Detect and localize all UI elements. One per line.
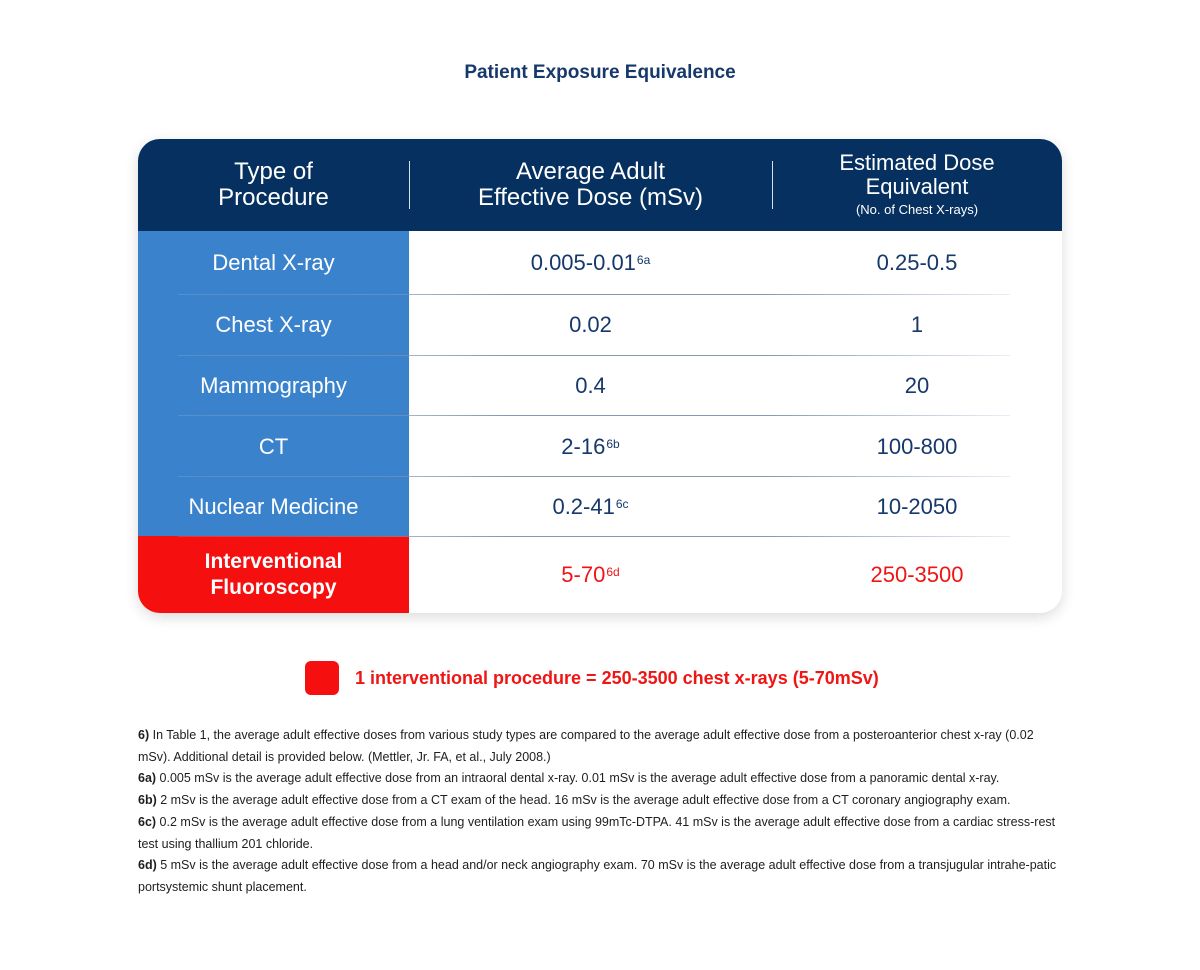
footnote-label: 6b) (138, 793, 157, 808)
dose-value: 0.005-0.01 (530, 249, 636, 275)
footnote (138, 812, 1068, 855)
procedure-line: Fluoroscopy (210, 575, 337, 599)
dose-cell (409, 356, 772, 416)
header-line: Type of (234, 158, 313, 185)
footnote-label: 6) (138, 728, 150, 742)
footnote-text: 5 mSv is the average adult effective dose from a head and/or neck angiography exam. 70 mSv is the average adult effective dose from a transjugular intrahe-patic portsystemic shunt placement. (138, 858, 1057, 894)
table-row-highlight (138, 536, 1062, 613)
equivalent-cell: 0.25-0.5 (876, 249, 958, 275)
footnote-text: 0.005 mSv is the average adult effective dose from an intraoral dental x-ray. 0.01 mSv is the average adult effective dose from a panoramic dental x-ray. (156, 771, 1000, 786)
equivalent-cell: 20 (904, 373, 930, 398)
footnote-text: 2 mSv is the average adult effective dose from a CT exam of the head. 16 mSv is the average adult effective dose from a CT coronary angiography exam. (156, 793, 1011, 808)
equivalent-cell: 10-2050 (876, 493, 958, 519)
footnote-text: 0.2 mSv is the average adult effective dose from a lung ventilation exam using 99mTc-DTPA. 41 mSv is the average adult effective dose from a cardiac stress-rest test using thallium 201 chloride. (138, 814, 1056, 851)
header-line: Equivalent (865, 174, 969, 199)
header-subtitle: (No. of Chest X-rays) (855, 202, 979, 217)
footnote (138, 768, 1068, 790)
footnote (138, 790, 1068, 812)
dose-value: 0.2-41 (552, 493, 615, 519)
footnote-label: 6a) (138, 771, 157, 786)
procedure-cell: Dental X-ray (212, 249, 335, 275)
table-row (138, 477, 1062, 536)
footnote-label: 6d) (138, 858, 157, 873)
table-row (138, 295, 1062, 355)
equivalent-cell: 1 (910, 312, 924, 337)
equivalent-cell: 100-800 (876, 433, 958, 459)
procedure-cell: Mammography (200, 373, 347, 398)
header-line: Procedure (218, 184, 329, 211)
header-average-dose (409, 139, 772, 231)
procedure-cell: CT (258, 433, 289, 459)
legend-text: 1 interventional procedure = 250-3500 chest x-rays (5-70mSv) (355, 667, 879, 688)
footnote-label: 6c) (138, 814, 157, 829)
dose-cell (409, 536, 772, 613)
legend-swatch (305, 661, 339, 695)
dose-value: 0.02 (569, 312, 612, 337)
dose-cell (409, 295, 772, 355)
footnote-ref: 6a (636, 252, 651, 267)
table-row (138, 416, 1062, 477)
table-row (138, 231, 1062, 294)
header-line: Average Adult (515, 158, 665, 185)
header-line: Effective Dose (mSv) (478, 184, 703, 211)
header-line: Estimated Dose (839, 150, 995, 175)
legend (305, 661, 879, 695)
procedure-line: Interventional (204, 549, 343, 573)
procedure-cell: Chest X-ray (215, 312, 332, 337)
dose-cell (409, 477, 772, 536)
footnote-ref: 6d (606, 564, 620, 579)
dose-value: 2-16 (561, 433, 606, 459)
header-type-of-procedure (138, 139, 409, 231)
footnotes (138, 725, 1068, 899)
table-row (138, 356, 1062, 416)
footnote-ref: 6b (606, 436, 620, 451)
dose-cell (409, 416, 772, 477)
dose-value: 5-70 (561, 561, 606, 587)
footnote-ref: 6c (615, 496, 629, 511)
table-header (138, 139, 1062, 231)
equivalent-cell: 250-3500 (870, 561, 964, 587)
dose-cell (409, 231, 772, 294)
page-title: Patient Exposure Equivalence (464, 62, 736, 83)
footnote (138, 725, 1068, 768)
footnote (138, 855, 1068, 898)
header-dose-equivalent (772, 139, 1062, 231)
footnote-text: In Table 1, the average adult effective doses from various study types are compared to the average adult effective dose from a posteroanterior chest x-ray (0.02 mSv). Additional detail is provided below. (Mettler, Jr. FA, et al., July 2008.) (138, 728, 1034, 764)
procedure-cell: Nuclear Medicine (188, 493, 359, 519)
procedure-cell (138, 536, 409, 613)
exposure-table (138, 139, 1062, 613)
dose-value: 0.4 (575, 373, 606, 398)
